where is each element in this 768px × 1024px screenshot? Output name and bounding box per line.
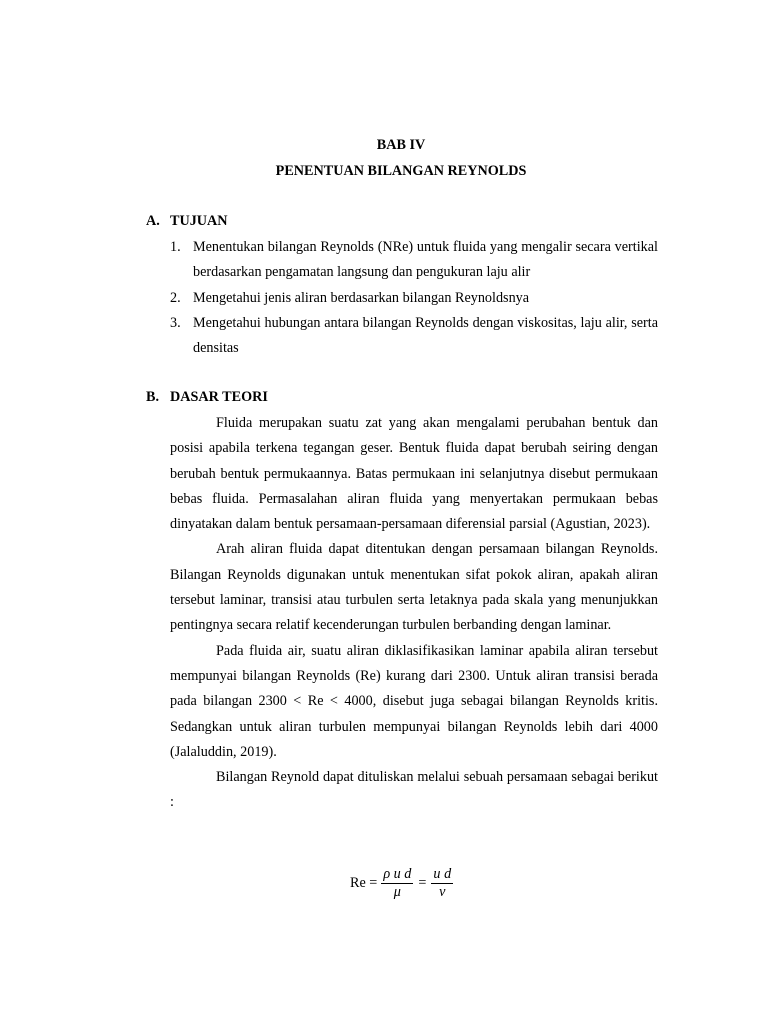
fraction-denominator: ν [439, 884, 446, 900]
fraction-numerator: u d [433, 866, 452, 882]
paragraph: Arah aliran fluida dapat ditentukan dengan persamaan bilangan Reynolds. Bilangan Reynolds digunakan untuk menentukan sifat pokok aliran, apakah aliran tersebut laminar, transisi atau turbulen serta letaknya pada skala yang menunjukkan pentingnya secara relatif kecenderungan turbulen berbanding dengan laminar. [170, 541, 658, 634]
reynolds-equation [350, 866, 453, 901]
list-item [170, 286, 658, 311]
list-item-text: Menentukan bilangan Reynolds (NRe) untuk fluida yang mengalir secara vertikal berdasarkan pengamatan langsung dan pengukuran laju alir [193, 239, 658, 281]
fraction-kinematic-form [431, 866, 453, 901]
equation-lhs: Re = [350, 875, 378, 891]
chapter-number: BAB IV [376, 137, 426, 153]
section-b-letter: B. [146, 389, 160, 405]
equals-sign: = [418, 875, 427, 891]
fraction-denominator: μ [393, 884, 401, 900]
list-item-number: 3. [170, 314, 181, 331]
list-item [170, 235, 658, 286]
list-item-number: 1. [170, 239, 181, 255]
theory-body [170, 411, 658, 816]
paragraph: Bilangan Reynold dapat dituliskan melalui sebuah persamaan sebagai berikut : [170, 769, 658, 811]
section-a-heading [146, 213, 228, 230]
paragraph: Fluida merupakan suatu zat yang akan mengalami perubahan bentuk dan posisi apabila terkena tegangan geser. Bentuk fluida dapat berubah seiring dengan berubah bentuk permukaannya. Batas permukaan ini selanjutnya disebut permukaan bebas fluida. Permasalahan aliran fluida yang menyertakan permukaan bebas dinyatakan dalam bentuk persamaan-persamaan diferensial parsial (Agustian, 2023). [170, 415, 658, 533]
fraction-numerator: ρ u d [383, 866, 412, 882]
list-item-number: 2. [170, 289, 181, 306]
paragraph: Pada fluida air, suatu aliran diklasifikasikan laminar apabila aliran tersebut mempunyai bilangan Reynolds (Re) kurang dari 2300. Untuk aliran transisi berada pada bilangan 2300 < Re < 4000, disebut juga sebagai bilangan Reynolds kritis. Sedangkan untuk aliran turbulen mempunyai bilangan Reynolds lebih dari 4000 (Jalaluddin, 2019). [170, 642, 658, 760]
chapter-title: PENENTUAN BILANGAN REYNOLDS [275, 163, 527, 179]
fraction-density-form [381, 866, 413, 901]
section-a-letter: A. [146, 213, 160, 229]
list-item [170, 311, 658, 362]
list-item-text: Mengetahui jenis aliran berdasarkan bilangan Reynoldsnya [193, 289, 530, 306]
section-b-heading [146, 389, 268, 406]
objectives-list [170, 235, 658, 361]
section-b-title: DASAR TEORI [170, 389, 268, 405]
list-item-text: Mengetahui hubungan antara bilangan Reynolds dengan viskositas, laju alir, serta densitas [193, 314, 658, 357]
section-a-title: TUJUAN [170, 213, 228, 229]
